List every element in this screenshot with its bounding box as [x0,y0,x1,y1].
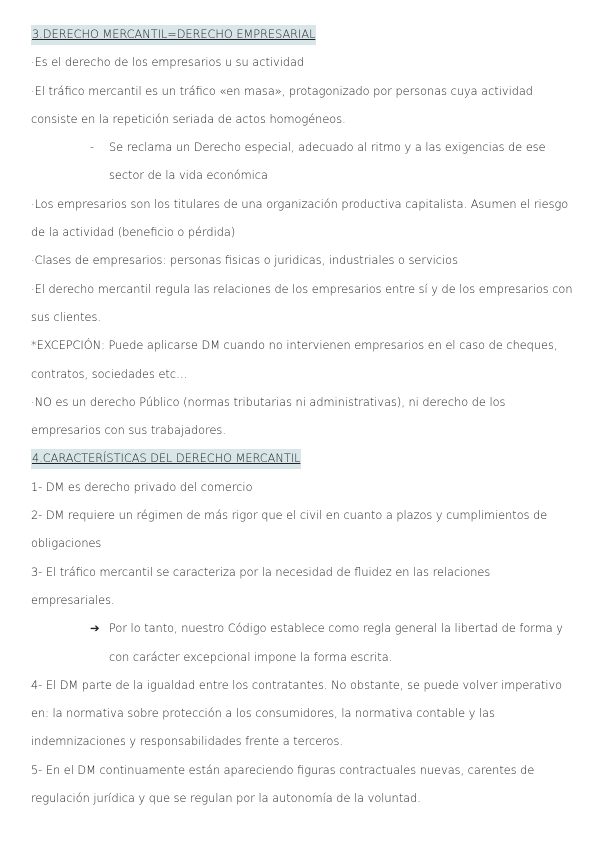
document-body [31,21,576,813]
arrow-bullet [31,615,576,672]
paragraph: ·NO es un derecho Público (normas tributarias ni administrativas), ni derecho de los empresarios con sus trabajadores. [31,395,506,438]
dash-marker: - [90,141,95,155]
list-item: 1- DM es derecho privado del comercio [31,480,253,494]
paragraph: ·Los empresarios son los titulares de una organización productiva capitalista. Asumen el riesgo de la actividad (beneficio o pérdida) [31,197,569,240]
list-item: 5- En el DM continuamente están apareciendo figuras contractuales nuevas, carentes de regulación jurídica y que se regulan por la autonomía de la voluntad. [31,763,535,806]
list-item: 3- El tráfico mercantil se caracteriza por la necesidad de fluidez en las relaciones empresariales. [31,565,491,607]
section-3-heading: 3.DERECHO MERCANTIL=DERECHO EMPRESARIAL [31,25,316,45]
arrow-icon: ➔ [90,622,100,636]
paragraph: ·El tráfico mercantil es un tráfico «en masa», protagonizado por personas cuya actividad consiste en la repetición seriada de actos homogéneos. [31,84,533,126]
bullet-text: Por lo tanto, nuestro Código establece como regla general la libertad de forma y con carácter excepcional impone la forma escrita. [109,622,563,664]
paragraph: ·Es el derecho de los empresarios u su actividad [31,56,305,70]
paragraph: ·Clases de empresarios: personas fisicas o juridicas, industriales o servicios [31,254,458,268]
section-4-heading: 4.CARACTERÍSTICAS DEL DERECHO MERCANTIL [31,449,301,469]
dash-bullet [31,134,576,191]
paragraph: *EXCEPCIÓN: Puede aplicarse DM cuando no intervienen empresarios en el caso de cheques, contratos, sociedades etc… [31,339,558,381]
list-item: 2- DM requiere un régimen de más rigor que el civil en cuanto a plazos y cumplimientos de obligaciones [31,509,548,551]
paragraph: ·El derecho mercantil regula las relaciones de los empresarios entre sí y de los empresarios con sus clientes. [31,282,573,324]
bullet-text: Se reclama un Derecho especial, adecuado al ritmo y a las exigencias de ese sector de la vida económica [109,141,546,183]
list-item: 4- El DM parte de la igualdad entre los contratantes. No obstante, se puede volver imperativo en: la normativa sobre protección a los consumidores, la normativa contable y las indemnizaciones y responsabilidades frente a terceros. [31,678,563,749]
